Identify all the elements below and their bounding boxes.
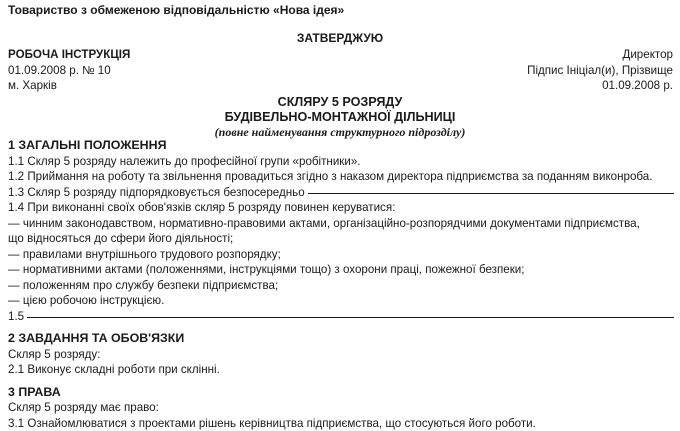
list-item: — нормативними актами (положеннями, інструкціями тощо) з охорони праці, пожежної безпеки; xyxy=(8,262,674,278)
list-item-continuation: що відносяться до сфери його діяльності; xyxy=(8,231,674,247)
document-type: РОБОЧА ІНСТРУКЦІЯ xyxy=(8,47,130,63)
header-left-block xyxy=(8,47,130,94)
title-line-1: СКЛЯРУ 5 РОЗРЯДУ xyxy=(0,95,680,110)
paragraph-1-1: 1.1 Скляр 5 розряду належить до професійної групи «робітники». xyxy=(8,154,674,170)
approve-label: ЗАТВЕРДЖУЮ xyxy=(0,31,680,47)
list-item: — правилами внутрішнього трудового розпорядку; xyxy=(8,247,674,263)
document-body xyxy=(8,138,674,431)
list-item: — чинним законодавством, нормативно-правовими актами, організаційно-розпорядчими документами підприємства, xyxy=(8,216,674,232)
approver-position: Директор xyxy=(527,47,673,63)
section-1-heading: 1 ЗАГАЛЬНІ ПОЛОЖЕННЯ xyxy=(8,138,674,154)
title-line-2: БУДІВЕЛЬНО-МОНТАЖНОЇ ДІЛЬНИЦІ xyxy=(0,110,680,125)
organization-name: Товариство з обмеженою відповідальністю «Нова ідея» xyxy=(8,3,344,19)
document-date-number: 01.09.2008 р. № 10 xyxy=(8,63,130,79)
paragraph-1-5 xyxy=(8,309,674,325)
paragraph-3-1: 3.1 Ознайомлюватися з проектами рішень керівництва підприємства, що стосуються його роботи. xyxy=(8,416,674,431)
list-item: — положенням про службу безпеки підприємства; xyxy=(8,278,674,294)
section-2-heading: 2 ЗАВДАННЯ ТА ОБОВ'ЯЗКИ xyxy=(8,331,674,347)
fill-in-line xyxy=(27,317,674,318)
title-line-3: (повне найменування структурного підрозділу) xyxy=(0,125,680,140)
section-3-intro: Скляр 5 розряду має право: xyxy=(8,400,674,416)
document-city: м. Харків xyxy=(8,78,130,94)
section-2-intro: Скляр 5 розряду: xyxy=(8,347,674,363)
document-title xyxy=(0,95,680,140)
header-right-block xyxy=(527,47,673,94)
paragraph-1-3-text: 1.3 Скляр 5 розряду підпорядковується безпосередньо xyxy=(8,185,305,201)
paragraph-1-5-text: 1.5 xyxy=(8,309,24,325)
approval-date: 01.09.2008 р. xyxy=(527,78,673,94)
fill-in-line xyxy=(308,193,674,194)
list-item: — цією робочою інструкцією. xyxy=(8,293,674,309)
section-3-heading: 3 ПРАВА xyxy=(8,385,674,401)
paragraph-1-2: 1.2 Приймання на роботу та звільнення провадиться згідно з наказом директора підприємства за поданням виконроба. xyxy=(8,169,674,185)
approver-signature: Підпис Ініціал(и), Прізвище xyxy=(527,63,673,79)
paragraph-1-4: 1.4 При виконанні своїх обов'язків скляр 5 розряду повинен керуватися: xyxy=(8,200,674,216)
paragraph-1-3 xyxy=(8,185,674,201)
paragraph-2-1: 2.1 Виконує складні роботи при склінні. xyxy=(8,362,674,378)
